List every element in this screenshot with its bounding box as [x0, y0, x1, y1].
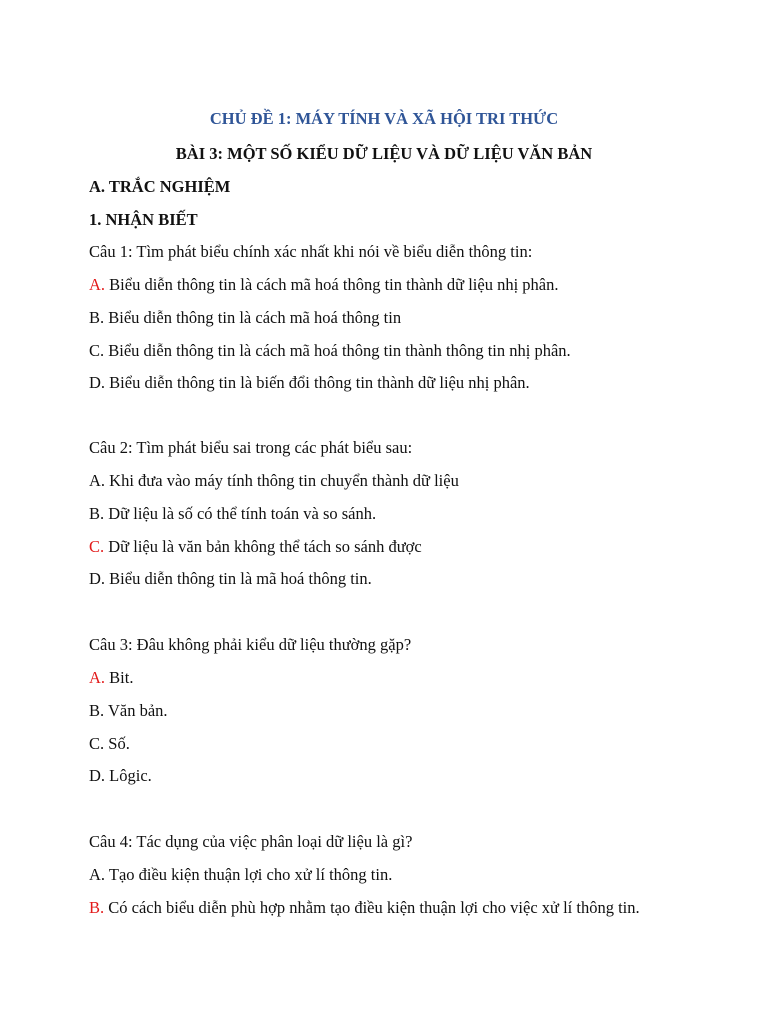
- question-4-option-b: B. Có cách biểu diễn phù hợp nhằm tạo điều kiện thuận lợi cho việc xử lí thông tin.: [89, 898, 640, 917]
- question-1-option-d: D. Biểu diễn thông tin là biến đổi thông tin thành dữ liệu nhị phân.: [89, 373, 530, 392]
- question-1-option-a: A. Biểu diễn thông tin là cách mã hoá thông tin thành dữ liệu nhị phân.: [89, 275, 559, 294]
- question-1-option-c: C. Biểu diễn thông tin là cách mã hoá thông tin thành thông tin nhị phân.: [89, 341, 571, 360]
- question-1-stem: Câu 1: Tìm phát biểu chính xác nhất khi nói về biểu diễn thông tin:: [89, 242, 533, 261]
- correct-answer-letter: A.: [89, 668, 106, 687]
- section-title: A. TRẮC NGHIỆM: [89, 177, 231, 196]
- section-subtitle: 1. NHẬN BIẾT: [89, 210, 198, 229]
- correct-answer-letter: C.: [89, 537, 105, 556]
- question-4-option-a: A. Tạo điều kiện thuận lợi cho xử lí thông tin.: [89, 865, 393, 884]
- topic-heading: CHỦ ĐỀ 1: MÁY TÍNH VÀ XÃ HỘI TRI THỨC: [209, 109, 559, 128]
- lesson-heading: BÀI 3: MỘT SỐ KIỂU DỮ LIỆU VÀ DỮ LIỆU VĂN BẢN: [175, 144, 593, 163]
- question-3-option-a: A. Bit.: [89, 668, 134, 687]
- question-3-option-b: B. Văn bản.: [89, 701, 168, 720]
- question-3-option-d: D. Lôgic.: [89, 766, 152, 785]
- question-4-stem: Câu 4: Tác dụng của việc phân loại dữ liệu là gì?: [89, 832, 413, 851]
- question-3-stem: Câu 3: Đâu không phải kiểu dữ liệu thường gặp?: [89, 635, 412, 654]
- question-2-stem: Câu 2: Tìm phát biểu sai trong các phát biểu sau:: [89, 438, 413, 457]
- question-2-option-b: B. Dữ liệu là số có thể tính toán và so sánh.: [89, 504, 377, 523]
- question-1-option-b: B. Biểu diễn thông tin là cách mã hoá thông tin: [89, 308, 402, 327]
- correct-answer-letter: B.: [89, 898, 105, 917]
- question-2-option-d: D. Biểu diễn thông tin là mã hoá thông tin.: [89, 569, 372, 588]
- question-2-option-c: C. Dữ liệu là văn bản không thể tách so sánh được: [89, 537, 422, 556]
- question-3-option-c: C. Số.: [89, 734, 130, 753]
- correct-answer-letter: A.: [89, 275, 106, 294]
- question-2-option-a: A. Khi đưa vào máy tính thông tin chuyển thành dữ liệu: [89, 471, 459, 490]
